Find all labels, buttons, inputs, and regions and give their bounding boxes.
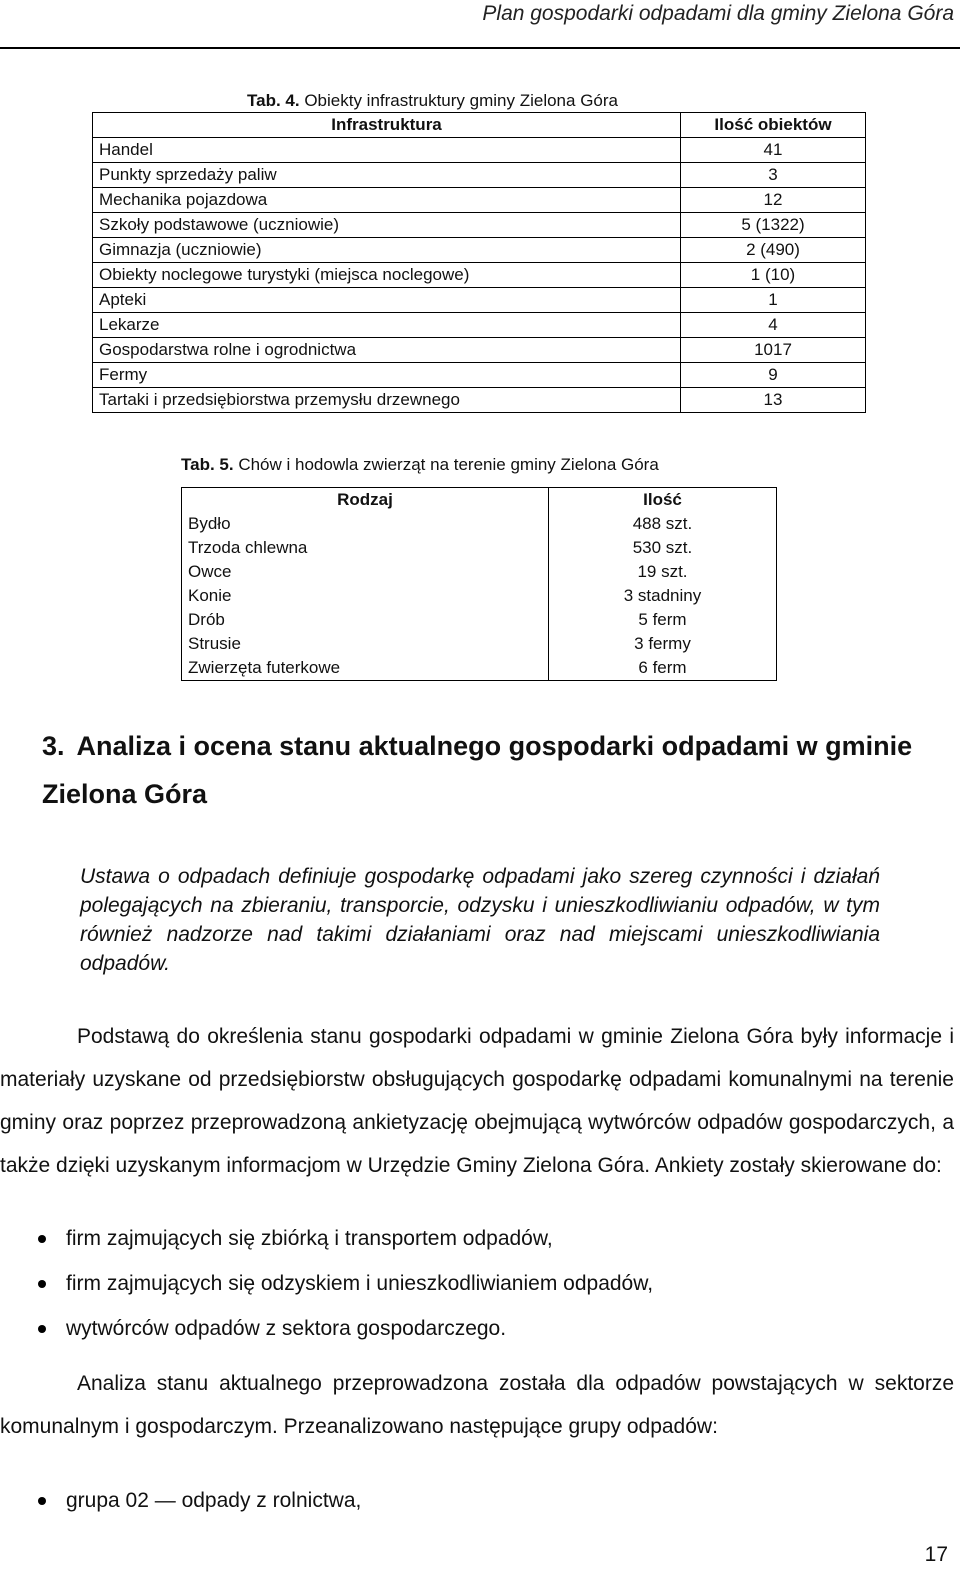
page-number: 17 [924, 1543, 948, 1566]
column-header: Ilość obiektów [681, 113, 866, 138]
table-row [93, 163, 866, 188]
livestock-table [181, 487, 777, 681]
cell-type: Strusie [182, 632, 549, 656]
cell-quantity: 488 szt. [549, 512, 777, 536]
table5-caption-label: Tab. 5. [181, 455, 234, 474]
list-item: firm zajmujących się odzyskiem i unieszkodliwianiem odpadów, [0, 1261, 653, 1306]
cell-count: 4 [681, 313, 866, 338]
column-header: Infrastruktura [93, 113, 681, 138]
cell-count: 3 [681, 163, 866, 188]
table-row [182, 512, 777, 536]
cell-count: 12 [681, 188, 866, 213]
cell-quantity: 19 szt. [549, 560, 777, 584]
cell-quantity: 3 stadniny [549, 584, 777, 608]
table-row [93, 288, 866, 313]
section-heading [42, 722, 942, 818]
section-number: 3. [42, 731, 65, 761]
cell-count: 5 (1322) [681, 213, 866, 238]
section-title: Analiza i ocena stanu aktualnego gospodarki odpadami w gminie Zielona Góra [42, 731, 913, 809]
cell-type: Trzoda chlewna [182, 536, 549, 560]
column-header: Ilość [549, 488, 777, 513]
law-definition-quote: Ustawa o odpadach definiuje gospodarkę odpadami jako szereg czynności i działań polegających na zbieraniu, transporcie, odzysku i unieszkodliwianiu odpadów, w tym również nadzorze nad takimi działaniami oraz nad miejscami unieszkodliwiania odpadów. [80, 865, 880, 975]
table-row [182, 632, 777, 656]
cell-infrastructure: Tartaki i przedsiębiorstwa przemysłu drzewnego [93, 388, 681, 413]
table4-caption [247, 91, 618, 111]
table-row [182, 608, 777, 632]
body-paragraph: Analiza stanu aktualnego przeprowadzona została dla odpadów powstających w sektorze komunalnym i gospodarczym. Przeanalizowano następujące grupy odpadów: [0, 1372, 954, 1438]
cell-infrastructure: Fermy [93, 363, 681, 388]
table-row [93, 213, 866, 238]
cell-quantity: 5 ferm [549, 608, 777, 632]
cell-type: Konie [182, 584, 549, 608]
table-header-row [93, 113, 866, 138]
cell-infrastructure: Handel [93, 138, 681, 163]
survey-recipients-list [0, 1216, 653, 1351]
table-row [93, 188, 866, 213]
cell-quantity: 6 ferm [549, 656, 777, 681]
table-row [182, 560, 777, 584]
table-row [182, 656, 777, 681]
cell-count: 41 [681, 138, 866, 163]
cell-count: 1 (10) [681, 263, 866, 288]
header-divider [0, 47, 960, 49]
cell-infrastructure: Apteki [93, 288, 681, 313]
cell-type: Owce [182, 560, 549, 584]
table5-caption-text: Chów i hodowla zwierząt na terenie gminy Zielona Góra [233, 455, 659, 474]
cell-infrastructure: Mechanika pojazdowa [93, 188, 681, 213]
cell-type: Zwierzęta futerkowe [182, 656, 549, 681]
cell-infrastructure: Punkty sprzedaży paliw [93, 163, 681, 188]
cell-quantity: 530 szt. [549, 536, 777, 560]
table4-caption-label: Tab. 4. [247, 91, 300, 110]
table-row [93, 363, 866, 388]
cell-count: 9 [681, 363, 866, 388]
table-row [93, 263, 866, 288]
table-row [182, 536, 777, 560]
cell-count: 2 (490) [681, 238, 866, 263]
table4-caption-text: Obiekty infrastruktury gminy Zielona Góra [299, 91, 618, 110]
column-header: Rodzaj [182, 488, 549, 513]
cell-count: 1 [681, 288, 866, 313]
infrastructure-table [92, 112, 866, 413]
cell-infrastructure: Obiekty noclegowe turystyki (miejsca noclegowe) [93, 263, 681, 288]
cell-type: Bydło [182, 512, 549, 536]
table-row [93, 138, 866, 163]
body-paragraph: Podstawą do określenia stanu gospodarki odpadami w gminie Zielona Góra były informacje i materiały uzyskane od przedsiębiorstw obsługujących gospodarkę odpadami komunalnymi na terenie gminy oraz poprzez przeprowadzoną ankietyzację obejmującą wytwórców odpadów gospodarczych, a także dzięki uzyskanym informacjom w Urzędzie Gminy Zielona Góra. Ankiety zostały skierowane do: [0, 1025, 954, 1177]
list-item: wytwórców odpadów z sektora gospodarczego. [0, 1306, 653, 1351]
cell-infrastructure: Lekarze [93, 313, 681, 338]
table-row [93, 388, 866, 413]
cell-count: 13 [681, 388, 866, 413]
table-header-row [182, 488, 777, 513]
table-row [93, 338, 866, 363]
table5-caption [181, 455, 659, 475]
list-item: grupa 02 — odpady z rolnictwa, [0, 1478, 361, 1523]
waste-groups-list [0, 1478, 361, 1523]
table-row [182, 584, 777, 608]
page-header [0, 0, 960, 52]
cell-count: 1017 [681, 338, 866, 363]
cell-type: Drób [182, 608, 549, 632]
list-item: firm zajmujących się zbiórką i transportem odpadów, [0, 1216, 653, 1261]
cell-infrastructure: Gospodarstwa rolne i ogrodnictwa [93, 338, 681, 363]
table-row [93, 238, 866, 263]
cell-quantity: 3 fermy [549, 632, 777, 656]
cell-infrastructure: Gimnazja (uczniowie) [93, 238, 681, 263]
cell-infrastructure: Szkoły podstawowe (uczniowie) [93, 213, 681, 238]
document-title: Plan gospodarki odpadami dla gminy Zielona Góra [482, 2, 954, 25]
table-row [93, 313, 866, 338]
